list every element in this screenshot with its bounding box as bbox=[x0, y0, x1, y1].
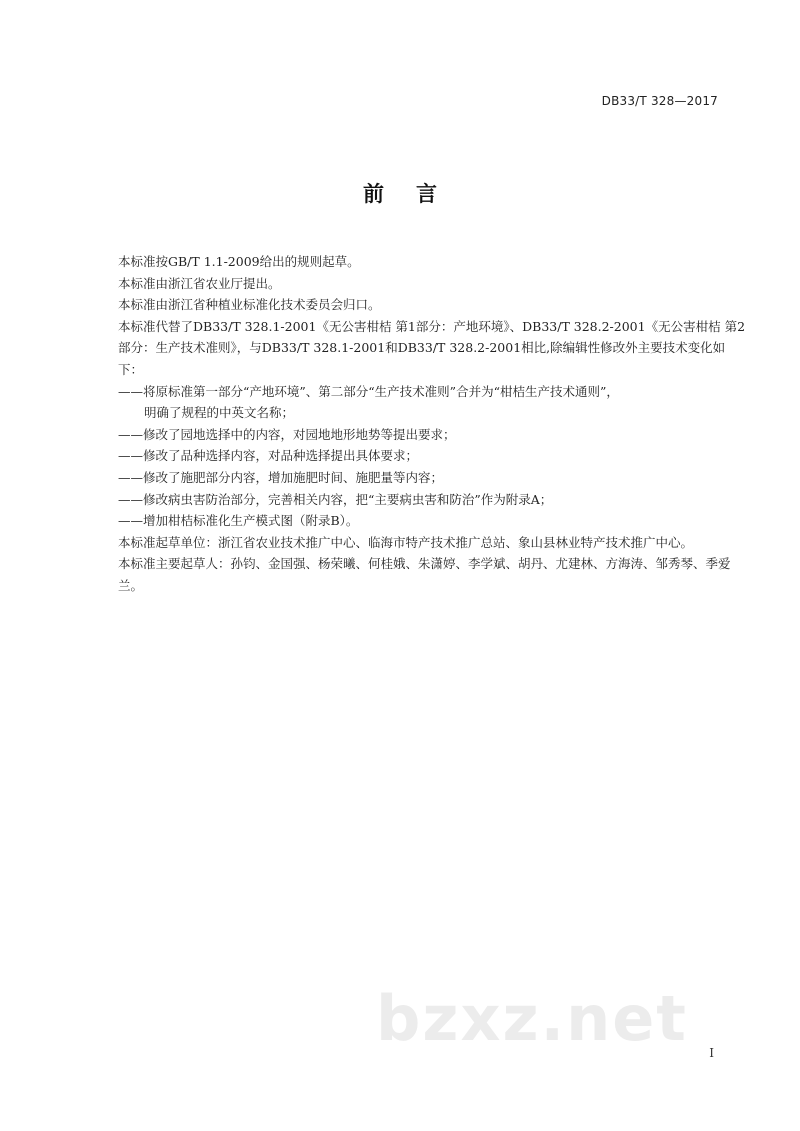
page-title bbox=[0, 178, 800, 208]
page-number: I bbox=[709, 1046, 714, 1060]
change-item bbox=[118, 381, 746, 424]
preface-body bbox=[118, 251, 746, 597]
change-item-text: ——修改了品种选择内容，对品种选择提出具体要求； bbox=[118, 448, 419, 464]
change-item-text: ——修改了施肥部分内容，增加施肥时间、施肥量等内容； bbox=[118, 469, 444, 485]
paragraph-centralized: 本标准由浙江省种植业标准化技术委员会归口。 bbox=[118, 297, 381, 313]
paragraph-drafters: 本标准主要起草人：孙钧、金国强、杨荣曦、何桂娥、朱潇婷、李学斌、胡丹、尤建林、方海涛、邹秀琴、季爱兰。 bbox=[118, 556, 731, 593]
change-item-text: ——增加柑桔标准化生产模式图（附录B）。 bbox=[118, 513, 359, 529]
change-item-text: ——将原标准第一部分“产地环境”、第二部分“生产技术准则”合并为“柑桔生产技术通则”， bbox=[118, 383, 619, 399]
title-char-2: 言 bbox=[416, 182, 437, 206]
change-item-text: ——修改病虫害防治部分，完善相关内容，把“主要病虫害和防治”作为附录A； bbox=[118, 491, 553, 507]
paragraph-drafting-units: 本标准起草单位：浙江省农业技术推广中心、临海市特产技术推广总站、象山县林业特产技术推广中心。 bbox=[118, 534, 694, 550]
title-char-1: 前 bbox=[363, 182, 384, 206]
change-item bbox=[118, 467, 746, 489]
change-item bbox=[118, 489, 746, 511]
paragraph-replacement: 本标准代替了DB33/T 328.1-2001《无公害柑桔 第1部分：产地环境》、DB33/T 328.2-2001《无公害柑桔 第2部分：生产技术准则》，与DB33/T 328.1-2001和DB33/T 328.2-2001相比,除编辑性修改外主要技术变化如下： bbox=[118, 318, 746, 377]
change-item bbox=[118, 445, 746, 467]
change-item bbox=[118, 510, 746, 532]
paragraph-proposer: 本标准由浙江省农业厅提出。 bbox=[118, 275, 281, 291]
change-item bbox=[118, 424, 746, 446]
watermark: bzxz.net bbox=[376, 982, 688, 1055]
change-item-text: ——修改了园地选择中的内容，对园地地形地势等提出要求； bbox=[118, 426, 456, 442]
standard-code: DB33/T 328—2017 bbox=[601, 94, 718, 108]
change-item-continuation: 明确了规程的中英文名称； bbox=[144, 405, 295, 421]
paragraph-drafting-rules: 本标准按GB/T 1.1-2009给出的规则起草。 bbox=[118, 254, 360, 269]
